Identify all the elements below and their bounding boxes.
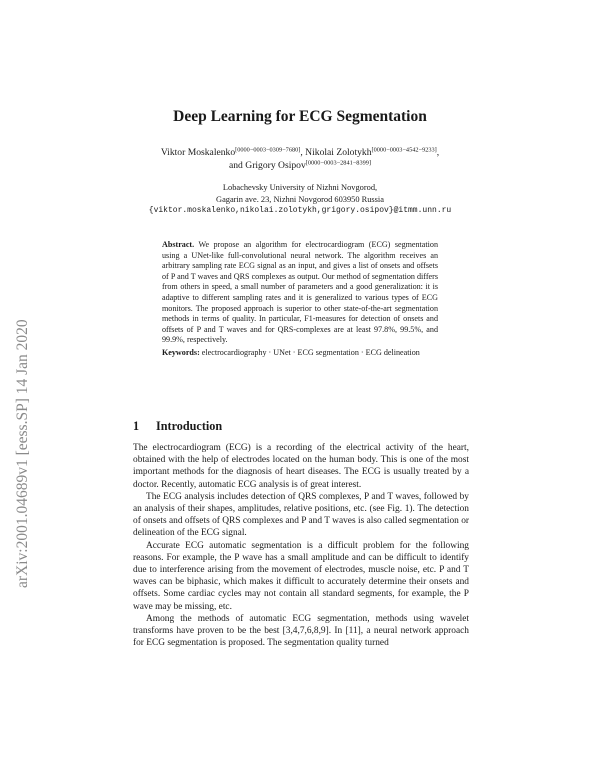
orcid-id: [0000−0003−2841−8399] <box>305 159 371 167</box>
keywords-label: Keywords: <box>162 348 200 357</box>
section-number: 1 <box>133 419 140 433</box>
affiliation <box>100 182 500 217</box>
paragraph: Among the methods of automatic ECG segmentation, methods using wavelet transforms have proven to be the best [3,4,7,6,8,9]. In [11], a neural network approach for ECG segmentation is proposed. The segmentation quality turned <box>133 613 469 649</box>
orcid-id: [0000−0003−0309−7680] <box>235 146 301 154</box>
keywords <box>162 348 438 359</box>
author-name: Grigory Osipov <box>245 160 306 171</box>
section-heading <box>133 419 222 434</box>
keywords-text: electrocardiography · UNet · ECG segmentation · ECG delineation <box>201 348 420 357</box>
abstract-label: Abstract. <box>162 240 195 249</box>
author-name: Viktor Moskalenko <box>160 147 236 158</box>
author-emails: {viktor.moskalenko,nikolai.zolotykh,grigory.osipov}@itmm.unn.ru <box>148 206 452 215</box>
paragraph: Accurate ECG automatic segmentation is a difficult problem for the following reasons. For example, the P wave has a small amplitude and can be difficult to identify due to interference arising from the movement of electrodes, muscle noise, etc. P and T waves can be biphasic, which makes it difficult to accurately determine their onsets and offsets. Some cardiac cycles may not contain all standard segments, for example, the P wave may be missing, etc. <box>133 540 469 612</box>
arxiv-identifier: arXiv:2001.04689v1 [eess.SP] 14 Jan 2020 <box>14 319 31 588</box>
abstract-text: We propose an algorithm for electrocardiogram (ECG) segmentation using a UNet-like full-convolutional neural network. The algorithm receives an arbitrary sampling rate ECG signal as an input, and gives a list of onsets and offsets of P and T waves and QRS complexes as output. Our method of segmentation differs from others in speed, a small number of parameters and a good generalization: it is adaptive to different sampling rates and it is generalized to various types of ECG monitors. The proposed approach is superior to other state-of-the-art segmentation methods in terms of quality. In particular, F1-measures for detection of onsets and offsets of P and T waves and for QRS-complexes are at least 97.8%, 99.5%, and 99.9%, respectively. <box>162 240 438 345</box>
orcid-id: [0000−0003−4542−9233] <box>371 146 437 154</box>
body-text <box>133 442 469 649</box>
paragraph: The ECG analysis includes detection of QRS complexes, P and T waves, followed by an analysis of their shapes, amplitudes, relative positions, etc. (see Fig. 1). The detection of onsets and offsets of QRS complexes and P and T waves is also called segmentation or delineation of the ECG signal. <box>133 491 469 539</box>
abstract <box>162 240 438 346</box>
paper-title: Deep Learning for ECG Segmentation <box>173 108 427 125</box>
section-title: Introduction <box>156 419 223 433</box>
author-name: Nikolai Zolotykh <box>305 147 372 158</box>
author-list: Viktor Moskalenko[0000−0003−0309−7680], Nikolai Zolotykh[0000−0003−4542−9233], and Grigory Osipov[0000−0003−2841−8399] <box>160 146 440 171</box>
affiliation-line: Gagarin ave. 23, Nizhni Novgorod 603950 Russia <box>216 194 384 204</box>
paragraph: The electrocardiogram (ECG) is a recording of the electrical activity of the heart, obtained with the help of electrodes located on the human body. This is one of the most important methods for the diagnosis of heart diseases. The ECG is usually treated by a doctor. Recently, automatic ECG analysis is of great interest. <box>133 443 469 490</box>
conjunction: and <box>229 160 243 171</box>
affiliation-line: Lobachevsky University of Nizhni Novgorod, <box>222 183 378 192</box>
